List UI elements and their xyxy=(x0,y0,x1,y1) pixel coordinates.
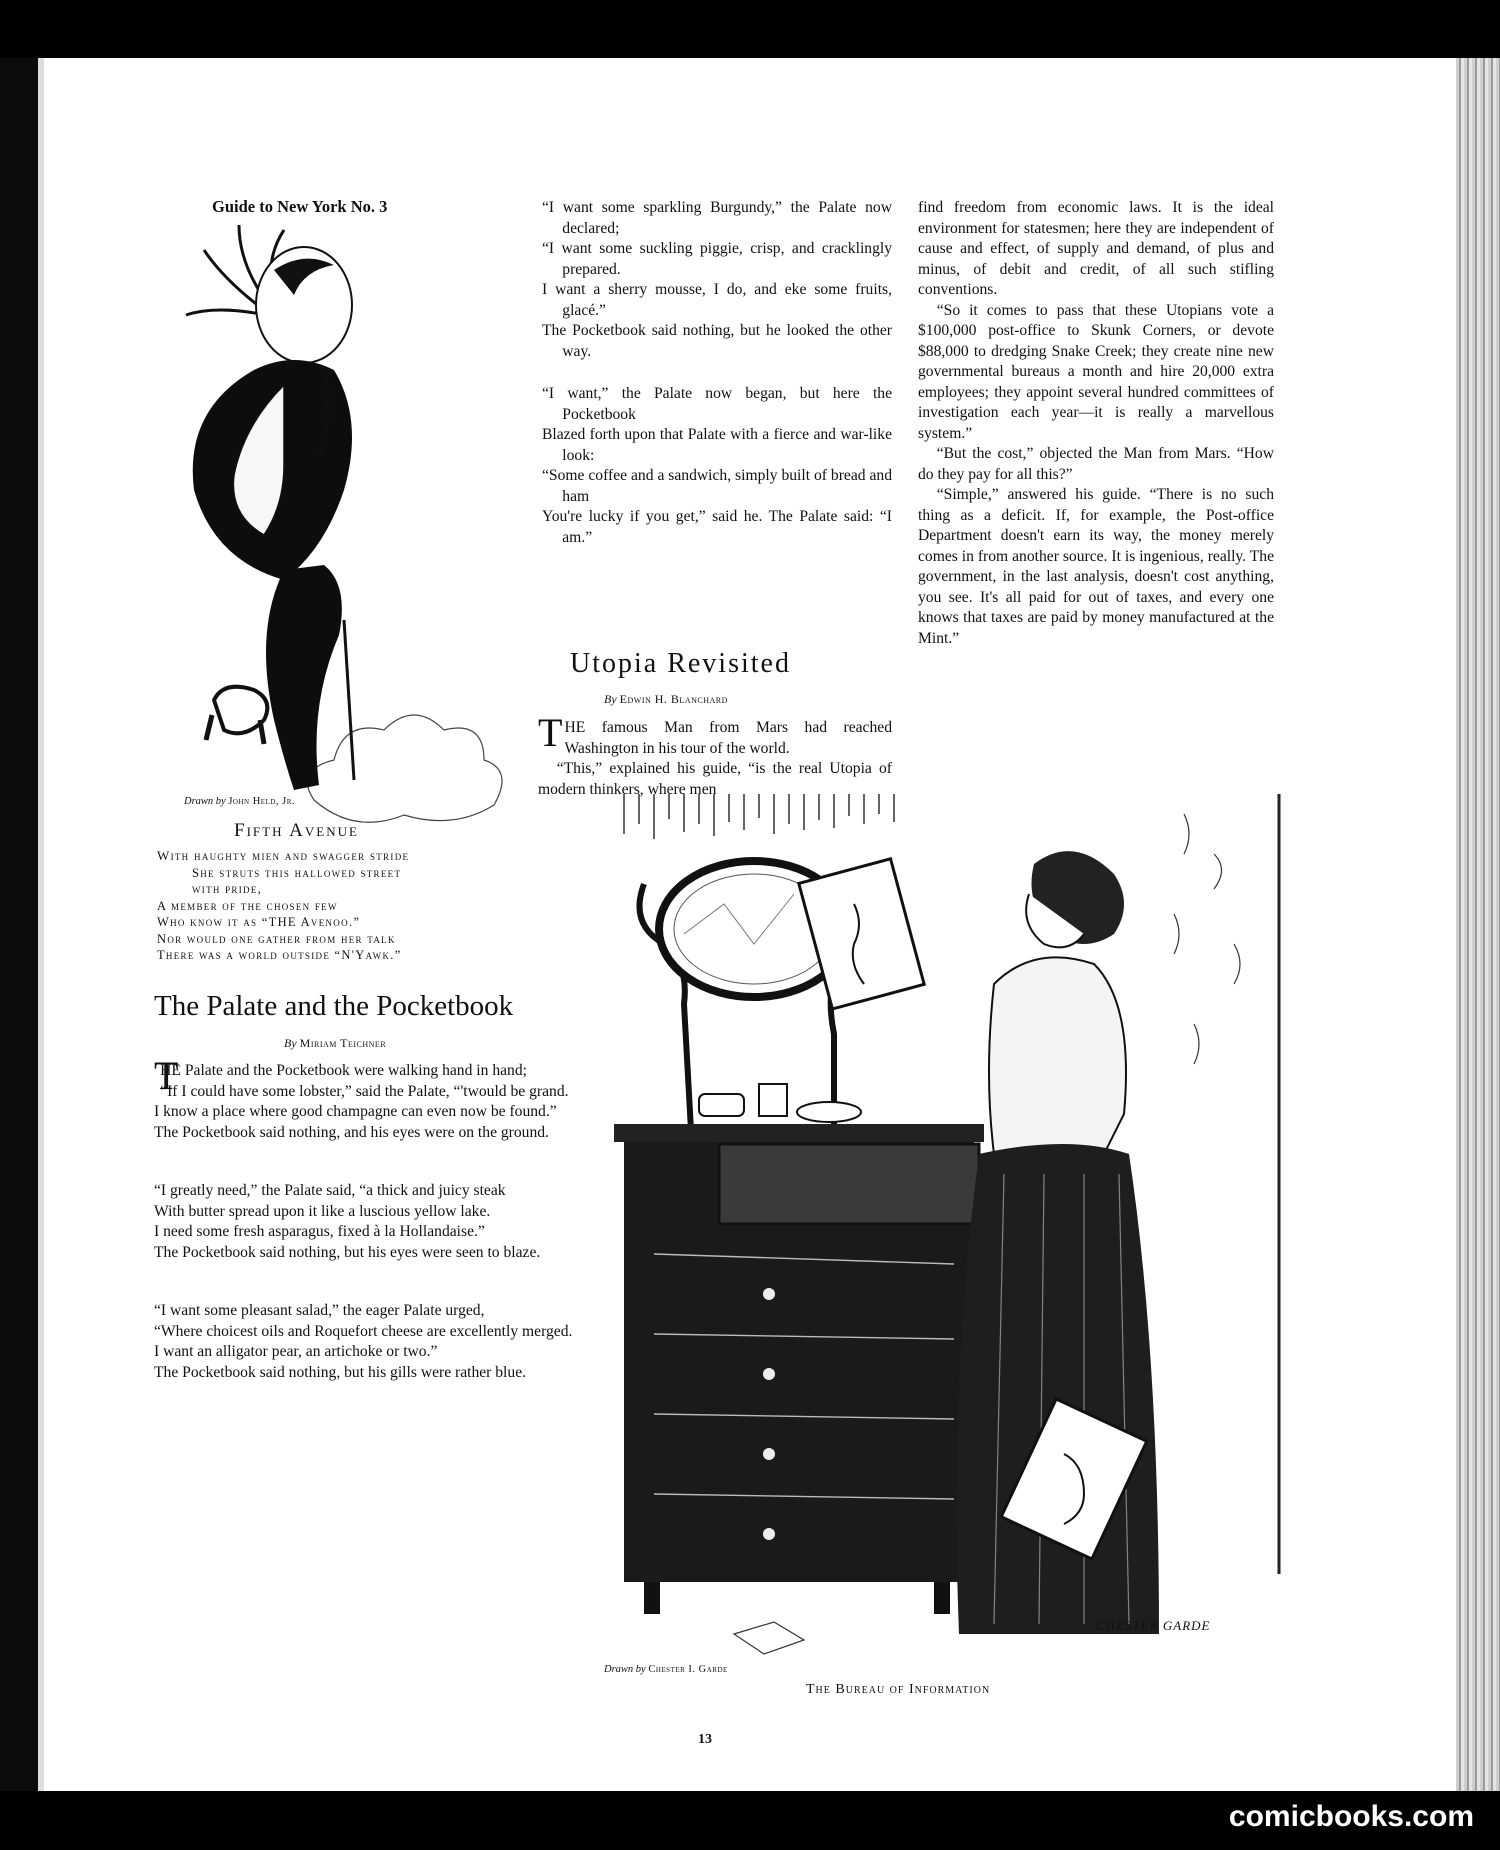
held-credit-prefix: Drawn by xyxy=(184,796,226,807)
poem-stanza xyxy=(154,1053,584,1143)
poem-stanza xyxy=(542,198,892,362)
utopia-byline-prefix: By xyxy=(604,692,617,706)
illustrator-signature: CHESTER GARDE xyxy=(1096,1618,1211,1633)
paragraph: find freedom from economic laws. It is the ideal environment for statesmen; here they are independent of cause and effect, of supply and demand, of plus and minus, of debit and credit, of all such stifling conventions. xyxy=(918,199,1274,298)
held-drawing-credit xyxy=(184,796,504,807)
guide-title: Guide to New York No. 3 xyxy=(212,197,388,216)
utopia-text-start xyxy=(538,710,892,800)
poem-stanza xyxy=(154,1181,584,1263)
utopia-text-continued xyxy=(918,198,1274,649)
poem-line: Blazed forth upon that Palate with a fierce and war-like look: xyxy=(542,426,892,464)
poem-line: I want an alligator pear, an artichoke or two.” xyxy=(154,1343,438,1360)
poem-stanza xyxy=(154,1301,584,1383)
palate-poem xyxy=(154,1053,584,1383)
palate-byline xyxy=(284,1036,386,1051)
poem-line: The Pocketbook said nothing, but he looked the other way. xyxy=(542,322,892,360)
palate-byline-prefix: By xyxy=(284,1036,297,1050)
poem-line: “I want some sparkling Burgundy,” the Palate now declared; xyxy=(542,199,892,237)
poem-line: “Where choicest oils and Roquefort cheese are excellently merged. xyxy=(154,1322,573,1340)
garde-credit-name: Chester I. Garde xyxy=(648,1664,728,1675)
poem-line: Who know it as “THE Avenoo.” xyxy=(157,915,361,929)
poem-line: The Pocketbook said nothing, but his eyes were seen to blaze. xyxy=(154,1243,541,1261)
poem-line: With butter spread upon it like a luscious yellow lake. xyxy=(154,1202,491,1220)
poem-line: I know a place where good champagne can even now be found.” xyxy=(154,1103,557,1120)
poem-line: With haughty mien and swagger stride xyxy=(157,848,410,863)
illustration-caption: The Bureau of Information xyxy=(806,1682,991,1697)
poem-line: “Some coffee and a sandwich, simply built of bread and ham xyxy=(542,467,892,505)
poem-line: “I greatly need,” the Palate said, “a thick and juicy steak xyxy=(154,1182,506,1199)
site-watermark: comicbooks.com xyxy=(1228,1800,1474,1833)
utopia-byline-name: Edwin H. Blanchard xyxy=(619,692,728,706)
paragraph: “But the cost,” objected the Man from Mars. “How do they pay for all this?” xyxy=(918,445,1274,483)
poem-line: “If I could have some lobster,” said the Palate, “'twould be grand. xyxy=(160,1082,569,1100)
paragraph: “So it comes to pass that these Utopians vote a $100,000 post-office to Skunk Corners, or devote $88,000 to dredging Snake Creek; they create nine new governmental bureaus a month and hire 20,000 extra employees; they appoint several hundred committees of investigation each year—it is really a marvellous system.” xyxy=(918,301,1274,442)
palate-article-title: The Palate and the Pocketbook xyxy=(154,990,514,1022)
poem-stanza xyxy=(542,384,892,548)
fifth-avenue-illustration xyxy=(174,220,534,840)
poem-line: She struts this hallowed street xyxy=(192,865,402,880)
paragraph: THE famous Man from Mars had reached Washington in his tour of the world. xyxy=(538,710,892,757)
fifth-avenue-poem xyxy=(157,848,517,964)
poem-line: I need some fresh asparagus, fixed à la Hollandaise.” xyxy=(154,1223,485,1240)
utopia-article-title: Utopia Revisited xyxy=(570,648,791,679)
palate-poem-continued xyxy=(542,198,892,548)
poem-line: You're lucky if you get,” said he. The Palate said: “I am.” xyxy=(542,508,892,546)
bureau-of-information-illustration xyxy=(614,794,1304,1656)
poem-line: There was a world outside “N'Yawk.” xyxy=(157,948,402,962)
garde-drawing-credit xyxy=(604,1664,728,1675)
poem-line: I want a sherry mousse, I do, and eke some fruits, glacé.” xyxy=(542,281,892,319)
poem-line: “I want some pleasant salad,” the eager Palate urged, xyxy=(154,1302,485,1319)
poem-line: Nor would one gather from her talk xyxy=(157,931,396,946)
poem-line: The Pocketbook said nothing, and his eyes were on the ground. xyxy=(154,1123,549,1141)
magazine-page xyxy=(44,58,1456,1791)
left-page-edge xyxy=(0,58,44,1791)
poem-line: THE Palate and the Pocketbook were walking hand in hand; xyxy=(154,1053,527,1098)
poem-line: The Pocketbook said nothing, but his gills were rather blue. xyxy=(154,1363,527,1381)
page-number: 13 xyxy=(698,1732,712,1747)
fifth-avenue-poem-title: Fifth Avenue xyxy=(234,820,359,841)
held-credit-name: John Held, Jr. xyxy=(228,796,296,807)
garde-credit-prefix: Drawn by xyxy=(604,1664,646,1675)
paragraph: “This,” explained his guide, “is the real Utopia of modern thinkers, where men xyxy=(538,760,892,798)
poem-line: “I want,” the Palate now began, but here the Pocketbook xyxy=(542,385,892,423)
utopia-byline xyxy=(604,692,728,707)
poem-line: with pride, xyxy=(192,882,263,896)
poem-line: A member of the chosen few xyxy=(157,898,338,913)
palate-byline-name: Miriam Teichner xyxy=(299,1036,387,1050)
paragraph: “Simple,” answered his guide. “There is no such thing as a deficit. If, for example, the Post-office Department doesn't earn its way, the money merely comes in from another source. It is ingenious, really. The government, in the last analysis, doesn't cost anything, you see. It's all paid for out of taxes, and every one knows that taxes are paid by money manufactured at the Mint.” xyxy=(918,486,1274,647)
poem-line: “I want some suckling piggie, crisp, and cracklingly prepared. xyxy=(542,240,892,278)
